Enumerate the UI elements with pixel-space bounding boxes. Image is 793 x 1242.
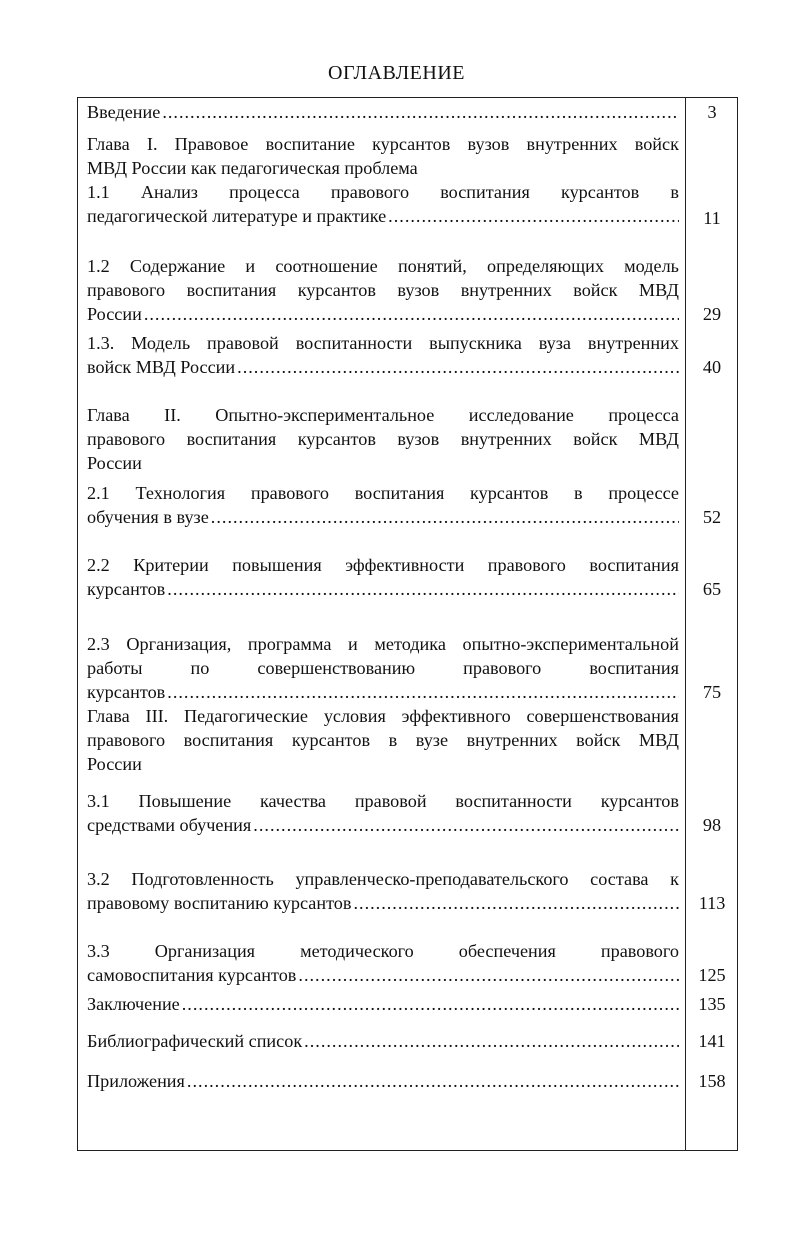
- page-number: 3: [707, 102, 717, 122]
- dot-leader: [180, 992, 679, 1016]
- toc-entry-3-2: 3.2 Подготовленность управленческо-преподавательского состава к правовому воспитанию курсантов .....: [87, 867, 679, 915]
- dot-leader: [142, 302, 679, 326]
- page-number: 65: [702, 579, 722, 599]
- toc-entry-chapter-1: Глава I. Правовое воспитание курсантов вузов внутренних войск МВД России как педагогическая проблема 1.1 Анализ процесса правового воспитания курсантов в педагогической литературе и практике .....: [87, 132, 679, 228]
- dot-leader: [235, 355, 679, 379]
- toc-entry-2-1: 2.1 Технология правового воспитания курсантов в процессе обучения в вузе .....: [87, 481, 679, 529]
- toc-entry-chapter-3: Глава III. Педагогические условия эффективного совершенствования: [87, 706, 679, 726]
- page-number: 52: [702, 507, 722, 527]
- toc-entry-conclusion: Заключение .....: [87, 992, 679, 1016]
- toc-entry-1-2: 1.2 Содержание и соотношение понятий, определяющих модель правового воспитания курсантов вузов внутренних войск МВД России .....: [87, 254, 679, 326]
- page-number: 113: [698, 893, 726, 913]
- page-number: 75: [702, 682, 722, 702]
- dot-leader: [302, 1029, 679, 1053]
- page-number: 141: [698, 1031, 726, 1051]
- toc-entry-chapter-2: Глава II. Опытно-экспериментальное исследование процесса правового воспитания курсантов вузов внутренних войск МВД России: [87, 405, 679, 473]
- toc-entry-introduction: [87, 100, 679, 124]
- dot-leader: [165, 680, 679, 704]
- page-number: 158: [698, 1071, 726, 1091]
- page-number: 29: [702, 304, 722, 324]
- toc-entry-2-3: 2.3 Организация, программа и методика опытно-экспериментальной работы по совершенствованию правового воспитания курсантов ..... Глава III. Педагогические условия эффективного совершенствования правового воспитания курсантов в вузе внутренних войск МВД России: [87, 632, 679, 776]
- dot-leader: [251, 813, 679, 837]
- page-number: 125: [698, 965, 726, 985]
- toc-entry-bibliography: Библиографический список .....: [87, 1029, 679, 1053]
- page-number: 11: [703, 208, 721, 228]
- dot-leader: [185, 1069, 679, 1093]
- toc-entry-2-2: 2.2 Критерии повышения эффективности правового воспитания курсантов .....: [87, 553, 679, 601]
- toc-entry-3-3: 3.3 Организация методического обеспечения правового самовоспитания курсантов .....: [87, 939, 679, 987]
- dot-leader: [165, 577, 679, 601]
- page-title: ОГЛАВЛЕНИЕ: [328, 62, 465, 84]
- toc-entry-appendices: Приложения .....: [87, 1069, 679, 1093]
- page-number: 40: [702, 357, 722, 377]
- dot-leader: [351, 891, 679, 915]
- toc-entry-3-1: 3.1 Повышение качества правовой воспитанности курсантов средствами обучения .....: [87, 789, 679, 837]
- page-number: 98: [702, 815, 722, 835]
- toc-entry-1-3: 1.3. Модель правовой воспитанности выпускника вуза внутренних войск МВД России .....: [87, 331, 679, 379]
- entry-title: Введение: [87, 102, 161, 122]
- dot-leader: [386, 204, 679, 228]
- dot-leader: [160, 100, 679, 124]
- dot-leader: [296, 963, 679, 987]
- page-number: 135: [698, 994, 726, 1014]
- dot-leader: [209, 505, 679, 529]
